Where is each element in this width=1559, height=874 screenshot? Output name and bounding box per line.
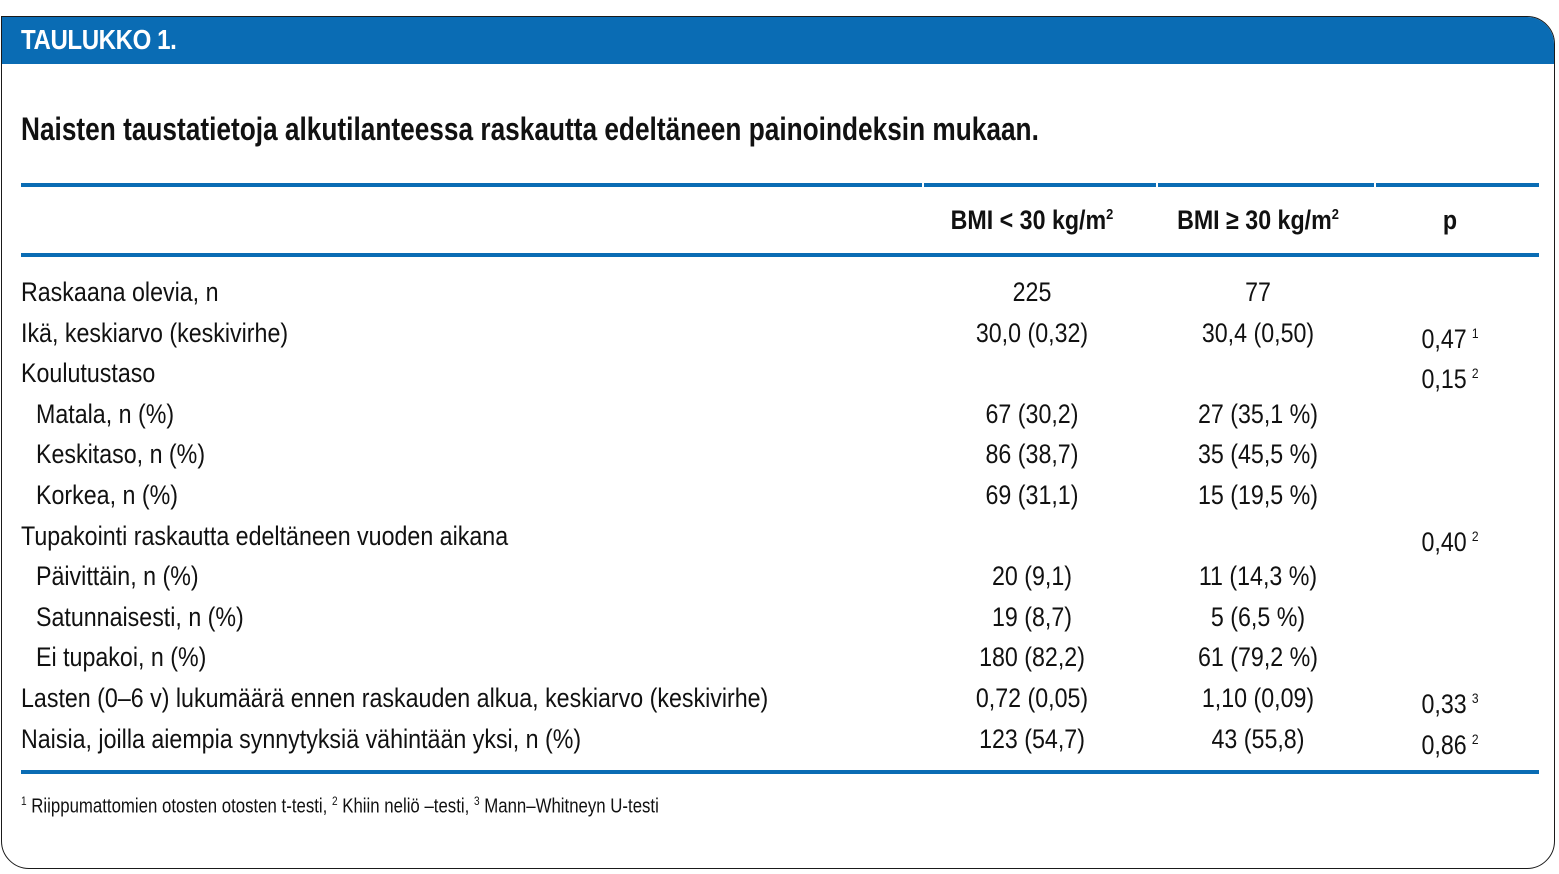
row-label: Ei tupakoi, n (%) [36,642,207,673]
cell-bmi-30-or-more: 77 [1245,277,1271,307]
cell-p-value [1347,637,1553,683]
cell-bmi-under-30: 19 (8,7) [991,601,1073,632]
footnote-marker: 2 [331,794,338,808]
cell-bmi-30-or-more: 35 (45,5 %) [1197,439,1319,470]
footnote-marker: 1 [21,794,27,808]
cell-p-value [1347,475,1553,521]
table-row [2,678,1554,718]
column-header-bmi-under-30 [929,205,1135,236]
row-label: Ikä, keskiarvo (keskivirhe) [21,317,289,348]
cell-p-value [1347,516,1553,562]
cell-bmi-under-30: 0,72 (0,05) [975,683,1089,713]
p-value-footnote-marker: 1 [1471,324,1479,341]
cell-bmi-under-30: 180 (82,2) [979,642,1085,673]
row-label: Satunnaisesti, n (%) [36,601,244,632]
footnote-marker: 3 [473,794,480,808]
column-header-label: BMI ≥ 30 kg/m [1177,205,1332,235]
column-header-label: BMI < 30 kg/m [950,205,1107,235]
table-row [2,516,1554,556]
cell-bmi-30-or-more: 11 (14,3 %) [1198,561,1318,592]
table-row [2,719,1554,759]
p-value: 0,15 [1421,364,1467,395]
cell-bmi-under-30: 67 (30,2) [985,398,1079,429]
row-label: Naisia, joilla aiempia synnytyksiä vähintään yksi, n (%) [21,723,582,754]
cell-bmi-under-30: 225 [1012,277,1052,307]
table-row [2,353,1554,393]
p-value-footnote-marker: 2 [1471,527,1479,544]
cell-p-value [1347,434,1553,480]
row-label: Lasten (0–6 v) lukumäärä ennen raskauden alkua, keskiarvo (keskivirhe) [21,683,769,713]
table-row [2,272,1554,312]
cell-bmi-30-or-more: 15 (19,5 %) [1197,480,1319,510]
row-label: Päivittäin, n (%) [36,561,199,592]
cell-p-value [1347,556,1553,602]
superscript: 2 [1106,206,1114,223]
footnote-text: Mann–Whitneyn U-testi [479,795,659,818]
column-header-bmi-30-or-more [1155,205,1361,236]
p-value: 0,86 [1421,729,1467,760]
cell-p-value [1347,272,1553,318]
cell-bmi-30-or-more: 27 (35,1 %) [1197,398,1319,429]
table-card [1,16,1555,869]
row-label: Keskitaso, n (%) [36,439,206,470]
p-value-footnote-marker: 2 [1471,365,1479,382]
cell-bmi-under-30: 20 (9,1) [991,561,1073,592]
cell-bmi-30-or-more: 43 (55,8) [1211,723,1305,754]
cell-p-value [1347,719,1553,765]
table-row [2,313,1554,353]
p-value: 0,33 [1421,689,1467,719]
table-row [2,556,1554,596]
row-label: Tupakointi raskautta edeltäneen vuoden aikana [21,520,509,551]
cell-p-value [1347,678,1553,724]
cell-bmi-30-or-more: 61 (79,2 %) [1197,642,1319,673]
footnote-text: Riippumattomien otosten otosten t-testi, [26,795,332,818]
bottom-rule [21,770,1539,774]
header-bar [2,17,1554,64]
p-value-footnote-marker: 2 [1471,730,1479,747]
cell-p-value [1347,313,1553,359]
row-label: Korkea, n (%) [36,480,178,510]
top-rule [21,183,1539,187]
cell-bmi-under-30: 69 (31,1) [985,480,1079,510]
column-header-p: p [1442,205,1458,235]
superscript: 2 [1331,206,1339,223]
cell-p-value [1347,394,1553,440]
table-row [2,637,1554,677]
cell-p-value [1347,597,1553,643]
cell-bmi-under-30: 86 (38,7) [985,439,1079,470]
p-value: 0,40 [1421,526,1467,557]
table-row [2,394,1554,434]
table-row [2,475,1554,515]
footnote [21,794,659,819]
column-divider [922,183,924,257]
row-label: Matala, n (%) [36,398,175,429]
table-row [2,597,1554,637]
row-label: Koulutustaso [21,358,156,389]
cell-p-value [1347,353,1553,399]
cell-bmi-under-30: 123 (54,7) [979,723,1085,754]
header-rule [21,253,1539,257]
table-row [2,434,1554,474]
p-value-footnote-marker: 3 [1471,690,1479,706]
table-caption: Naisten taustatietoja alkutilanteessa raskautta edeltäneen painoindeksin mukaan. [21,111,1039,147]
table-number-title: TAULUKKO 1. [21,24,177,55]
cell-bmi-30-or-more: 1,10 (0,09) [1201,683,1315,713]
row-label: Raskaana olevia, n [21,277,219,307]
cell-bmi-under-30: 30,0 (0,32) [975,317,1089,348]
p-value: 0,47 [1421,323,1467,354]
footnote-text: Khiin neliö –testi, [337,795,474,818]
cell-bmi-30-or-more: 30,4 (0,50) [1201,317,1315,348]
cell-bmi-30-or-more: 5 (6,5 %) [1210,601,1306,632]
